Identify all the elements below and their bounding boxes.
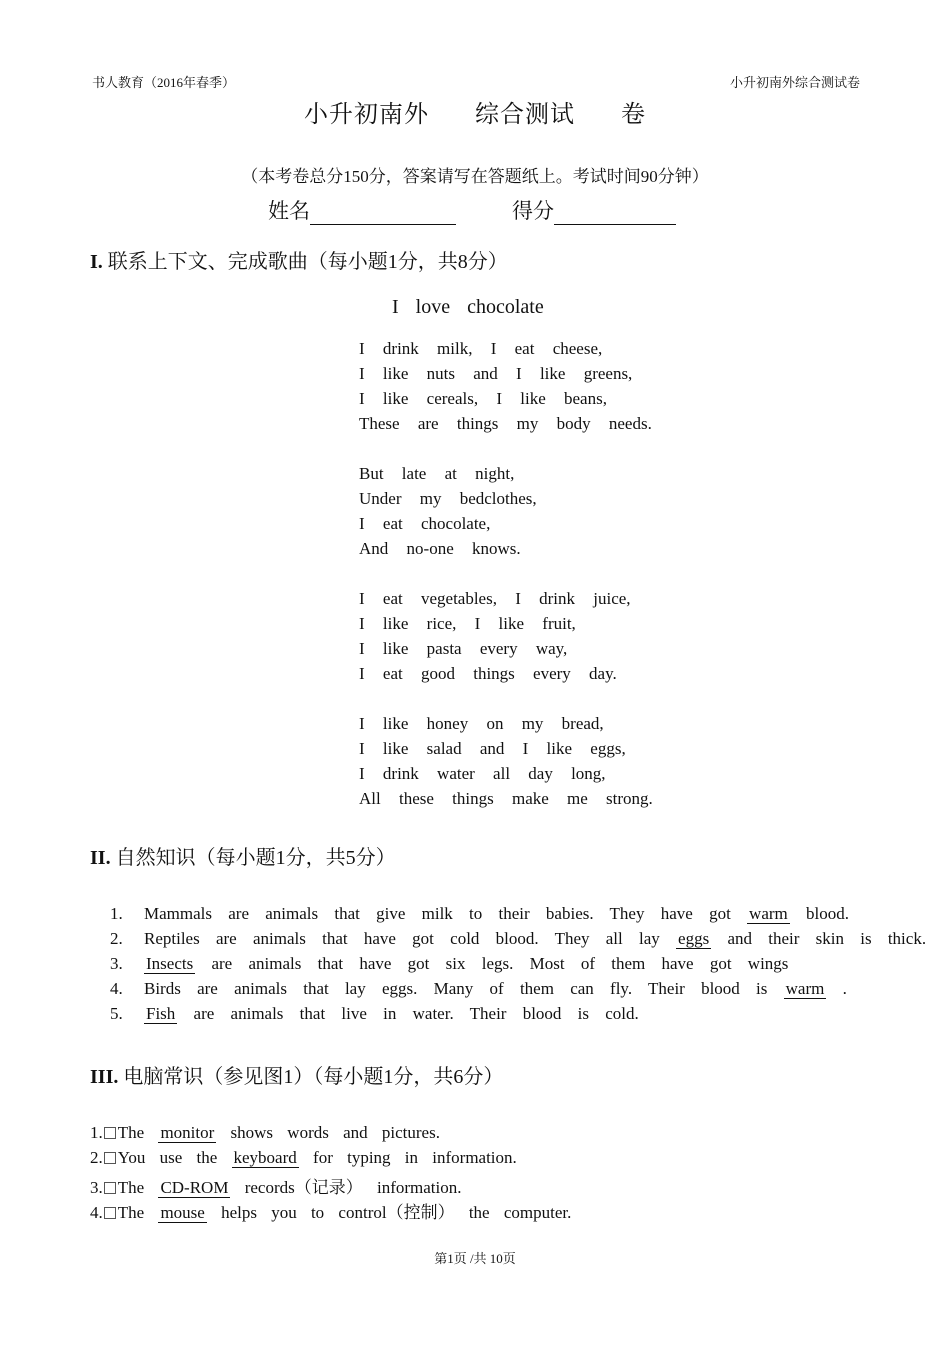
question-row xyxy=(90,1123,440,1143)
question-row xyxy=(110,979,847,999)
question-text: . xyxy=(842,979,847,998)
song-line: I drink milk, I eat cheese, xyxy=(359,339,603,358)
question-text: You use the xyxy=(117,1148,218,1167)
answer-blank[interactable]: mouse xyxy=(160,1203,205,1222)
song-line: I like pasta every way, xyxy=(359,639,568,658)
song-line: Under my bedclothes, xyxy=(359,489,537,508)
name-score-row xyxy=(268,195,676,225)
question-text: The xyxy=(117,1203,145,1222)
question-number: 2. xyxy=(90,1148,103,1167)
question-text: helps you to control（控制） the computer. xyxy=(221,1203,572,1222)
exam-note: （本考卷总分150分，答案请写在答题纸上。考试时间90分钟） xyxy=(241,167,709,186)
answer-blank[interactable]: CD-ROM xyxy=(160,1178,229,1197)
question-number: 3. xyxy=(90,1178,103,1197)
header-left: 书人教育（2016年春季） xyxy=(92,75,236,90)
question-text: Birds are animals that lay eggs. Many of them can fly. Their blood is xyxy=(144,979,768,998)
song-line: I drink water all day long, xyxy=(359,764,606,783)
section-3-numeral: III. xyxy=(90,1066,119,1088)
question-row xyxy=(110,904,849,924)
section-2-heading xyxy=(90,841,396,870)
title-part-3: 卷 xyxy=(621,102,646,128)
song-title: I love chocolate xyxy=(392,296,544,318)
bullet-box-icon xyxy=(104,1127,116,1139)
question-text: The xyxy=(117,1123,145,1142)
bullet-box-icon xyxy=(104,1182,116,1194)
page-footer: 第1页 /共 10页 xyxy=(434,1251,516,1266)
question-row xyxy=(90,1173,462,1198)
answer-blank[interactable]: warm xyxy=(785,979,825,998)
section-3-title: 电脑常识（参见图1）（每小题1分，共6分） xyxy=(123,1066,504,1088)
answer-blank[interactable]: monitor xyxy=(160,1123,215,1142)
question-row xyxy=(110,954,788,974)
question-text: for typing in information. xyxy=(313,1148,517,1167)
question-number: 2. xyxy=(110,929,123,948)
question-text: Reptiles are animals that have got cold blood. They all lay xyxy=(144,929,660,948)
header-right: 小升初南外综合测试卷 xyxy=(729,75,860,90)
title-part-1: 小升初南外 xyxy=(304,102,429,128)
section-1-heading xyxy=(90,245,508,274)
answer-blank[interactable]: eggs xyxy=(678,929,710,948)
question-text: are animals that live in water. Their blood is cold. xyxy=(193,1004,639,1023)
bullet-box-icon xyxy=(104,1207,116,1219)
song-line: I like nuts and I like greens, xyxy=(359,364,633,383)
section-2-numeral: II. xyxy=(90,847,111,869)
section-1-title: 联系上下文、完成歌曲（每小题1分，共8分） xyxy=(107,251,508,273)
question-text: records（记录） information. xyxy=(244,1178,462,1197)
question-text: Mammals are animals that give milk to their babies. They have got xyxy=(144,904,731,923)
song-line: I like salad and I like eggs, xyxy=(359,739,626,758)
answer-blank[interactable]: keyboard xyxy=(233,1148,297,1167)
question-text: shows words and pictures. xyxy=(230,1123,440,1142)
answer-blank[interactable]: Insects xyxy=(146,954,194,973)
name-label: 姓名 xyxy=(268,199,310,223)
name-blank[interactable] xyxy=(310,202,456,225)
song-lyrics xyxy=(359,336,653,811)
question-number: 4. xyxy=(90,1203,103,1222)
question-text: and their skin is thick. xyxy=(727,929,927,948)
score-blank[interactable] xyxy=(554,202,676,225)
song-line: I eat vegetables, I drink juice, xyxy=(359,589,631,608)
song-line: But late at night, xyxy=(359,464,515,483)
question-number: 1. xyxy=(90,1123,103,1142)
song-line: I like cereals, I like beans, xyxy=(359,389,607,408)
song-line: These are things my body needs. xyxy=(359,414,652,433)
answer-blank[interactable]: warm xyxy=(749,904,788,923)
page-title xyxy=(0,94,950,129)
question-text: The xyxy=(117,1178,145,1197)
question-number: 4. xyxy=(110,979,123,998)
section-3-heading xyxy=(90,1060,503,1089)
section-1-numeral: I. xyxy=(90,251,103,273)
question-row xyxy=(90,1198,571,1223)
question-number: 5. xyxy=(110,1004,123,1023)
bullet-box-icon xyxy=(104,1152,116,1164)
song-line: I eat good things every day. xyxy=(359,664,617,683)
question-row xyxy=(110,1004,639,1024)
question-number: 3. xyxy=(110,954,123,973)
song-line: All these things make me strong. xyxy=(359,789,653,808)
score-label: 得分 xyxy=(512,199,554,223)
answer-blank[interactable]: Fish xyxy=(146,1004,176,1023)
question-text: are animals that have got six legs. Most of them have got wings xyxy=(211,954,789,973)
song-line: I like rice, I like fruit, xyxy=(359,614,576,633)
question-text: blood. xyxy=(806,904,849,923)
title-part-2: 综合测试 xyxy=(475,102,575,128)
question-row xyxy=(110,929,926,949)
question-number: 1. xyxy=(110,904,123,923)
question-row xyxy=(90,1148,517,1168)
song-line: I like honey on my bread, xyxy=(359,714,604,733)
song-line: I eat chocolate, xyxy=(359,514,491,533)
section-2-title: 自然知识（每小题1分，共5分） xyxy=(115,847,396,869)
song-line: And no-one knows. xyxy=(359,539,521,558)
